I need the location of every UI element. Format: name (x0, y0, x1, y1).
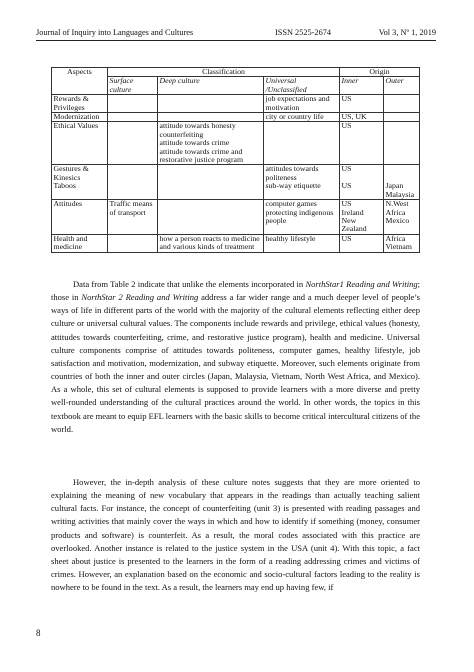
cell-inner: US Ireland New Zealand (340, 200, 384, 235)
culture-table (51, 67, 420, 253)
journal-title: Journal of Inquiry into Languages and Cultures (36, 28, 194, 37)
cell-inner: US (340, 95, 384, 113)
cell-aspect: Attitudes (52, 200, 108, 235)
text-run: Data from Table 2 indicate that unlike the elements incorporated in (73, 279, 306, 289)
cell-universal: city or country life (264, 113, 340, 122)
text-run: However, the in-depth analysis of these culture notes suggests that they are more oriented to explaining the meaning of new vocabulary that appears in the readings than actually teaching salient cultural facts. For instance, the concept of counterfeiting (unit 3) is presented with reading passages and writing activities that mainly cover the ways in which and how to identify if something (money, consumer products and software) is counterfeit. As a result, the moral codes associated with this practice are overlooked. Another instance is related to the justice system in the USA (unit 4). With this topic, a fact sheet about justice is presented to the learners in the form of a reading addressing crimes and victims of crimes. However, an explanation based on the economic and socio-cultural factors leading to the reality is nowhere to be found in the text. As a result, the learners may end up having few, if (51, 477, 420, 593)
cell-deep: how a person reacts to medicine and various kinds of treatment (158, 234, 264, 252)
table-row (52, 200, 420, 235)
cell-universal: computer games protecting indigenous people (264, 200, 340, 235)
cell-aspect: Modernization (52, 113, 108, 122)
header-origin: Origin (340, 68, 420, 77)
text-run: address a far wider range and a much deeper level of people’s ways of life in different parts of the world with the majority of the cultural elements reflecting either deep culture or universal cultural values. The components include rewards and privilege, ethical values (honesty, attitudes towards counterfeiting, crime, and restorative justice program), health and medicine. Universal culture components comprise of attitudes towards politeness, computer games, healthy lifestyle, job satisfaction and motivation, modernization, and subway etiquette. Moreover, such elements originate from countries of both the inner and outer circles (Japan, Malaysia, Vietnam, North West Africa, and Mexico). As a whole, this set of cultural elements is supposed to provide learners with a more diverse and pretty well-rounded understanding of the cultural practices around the world. In other words, the topics in this textbook are meant to equip EFL learners with the basic skills to become critical intercultural citizens of the world. (51, 292, 420, 434)
header-inner: Inner (340, 77, 384, 95)
cell-inner: US US (340, 165, 384, 200)
cell-universal (264, 122, 340, 165)
issn: ISSN 2525-2674 (275, 28, 332, 37)
table-row (52, 234, 420, 252)
header-universal: Universal /Unclassified (264, 77, 340, 95)
header-classification: Classification (108, 68, 340, 77)
cell-universal: job expectations and motivation (264, 95, 340, 113)
cell-deep: attitude towards honesty counterfeiting attitude towards crime attitude towards crime and restorative justice program (158, 122, 264, 165)
cell-aspect: Ethical Values (52, 122, 108, 165)
cell-outer (384, 113, 420, 122)
cell-surface (108, 234, 158, 252)
cell-inner: US, UK (340, 113, 384, 122)
cell-universal: healthy lifestyle (264, 234, 340, 252)
cell-aspect: Rewards & Privileges (52, 95, 108, 113)
table-row (52, 113, 420, 122)
header-aspects: Aspects (52, 68, 108, 95)
volume-info: Vol 3, Nº 1, 2019 (378, 28, 436, 37)
cell-surface (108, 113, 158, 122)
body-paragraph-2 (51, 476, 420, 594)
cell-outer: Africa Vietnam (384, 234, 420, 252)
cell-aspect: Health and medicine (52, 234, 108, 252)
cell-outer: N.West Africa Mexico (384, 200, 420, 235)
cell-surface (108, 122, 158, 165)
text-run: ; those in (51, 279, 420, 303)
cell-deep (158, 200, 264, 235)
cell-aspect: Gestures & Kinesics Taboos (52, 165, 108, 200)
cell-inner: US (340, 234, 384, 252)
cell-surface: Traffic means of transport (108, 200, 158, 235)
cell-surface (108, 165, 158, 200)
cell-universal: attitudes towards politeness sub-way etiquette (264, 165, 340, 200)
page-number: 8 (36, 628, 41, 638)
book-title: NorthStar 2 Reading and Writing (81, 292, 199, 303)
cell-inner: US (340, 122, 384, 165)
running-header (36, 26, 436, 41)
body-paragraph-1 (51, 278, 420, 436)
header-outer: Outer (384, 77, 420, 95)
table-header-row-1 (52, 68, 420, 77)
cell-outer (384, 122, 420, 165)
table-header-row-2 (52, 77, 420, 95)
cell-deep (158, 95, 264, 113)
book-title: NorthStar1 Reading and Writing (305, 279, 418, 289)
cell-outer: Japan Malaysia (384, 165, 420, 200)
cell-surface (108, 95, 158, 113)
header-deep: Deep culture (158, 77, 264, 95)
table-row (52, 122, 420, 165)
table-row (52, 95, 420, 113)
header-surface: Surface culture (108, 77, 158, 95)
cell-deep (158, 165, 264, 200)
table-row (52, 165, 420, 200)
cell-outer (384, 95, 420, 113)
cell-deep (158, 113, 264, 122)
